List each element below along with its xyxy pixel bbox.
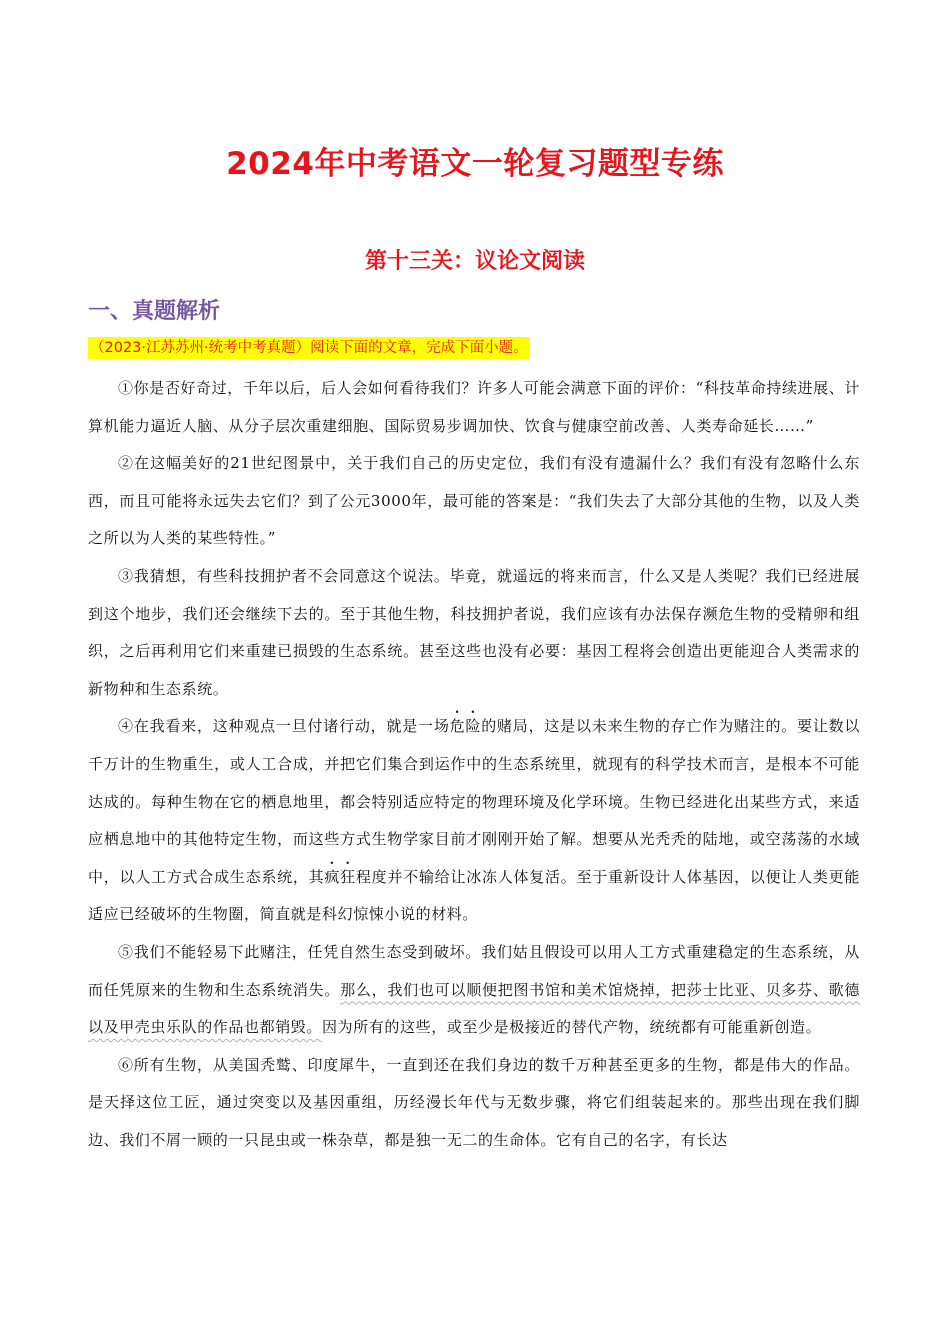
paragraph-5-part-b: 因为所有的这些，或至少是极接近的替代产物，统统都有可能重新创造。 xyxy=(322,1018,822,1037)
paragraph-5-part-a: ⑤我们不能轻易下此赌注，任凭自然生态受到破坏。我们姑且假设可以用人工方式重建稳定的生态系统，从而任凭原来的生物和生态系统消失。 xyxy=(88,942,860,999)
main-title: 2024年中考语文一轮复习题型专练 xyxy=(226,146,724,182)
source-line: （2023·江苏苏州·统考中考真题）阅读下面的文章，完成下面小题。 xyxy=(88,337,530,359)
article-body xyxy=(88,370,860,1159)
paragraph-4-part-a: ④在我看来，这种观点一旦付诸行动，就是一场 xyxy=(118,717,450,736)
paragraph-3: ③我猜想，有些科技拥护者不会同意这个说法。毕竟，就遥远的将来而言，什么又是人类呢？我们已经进展到这个地步，我们还会继续下去的。至于其他生物，科技拥护者说，我们应该有办法保存濒危生物的受精卵和组织，之后再利用它们来重建已损毁的生态系统。甚至这些也没有必要：基因工程将会创造出更能迎合人类需求的新物种和生态系统。 xyxy=(88,566,860,698)
paragraph-4-part-c: 程度并不输给让冰冻人体复活。至于重新设计人体基因，以便让人类更能适应已经破坏的生物圈，简直就是科幻惊悚小说的材料。 xyxy=(88,867,861,924)
sub-title: 第十三关：议论文阅读 xyxy=(364,249,585,274)
paragraph-4-part-b: 的赌局，这是以未来生物的存亡作为赌注的。要让数以千万计的生物重生，或人工合成，并把它们集合到运作中的生态系统里，就现有的科学技术而言，是根本不可能达成的。每种生物在它的栖息地里，都会特别适应特定的物理环境及化学环境。生物已经进化出某些方式，来适应栖息地中的其他特定生物，而这些方式生物学家目前才刚刚开始了解。想要从光秃秃的陆地，或空荡荡的水域中，以人工方式合成生态系统，其 xyxy=(88,717,861,886)
paragraph-2: ②在这幅美好的21世纪图景中，关于我们自己的历史定位，我们有没有遗漏什么？我们有没有忽略什么东西，而且可能将永远失去它们？到了公元3000年，最可能的答案是：“我们失去了大部分其他的生物，以及人类之所以为人类的某些特性。” xyxy=(88,454,860,548)
emphasized-word-danger: 危险 xyxy=(449,717,482,736)
wavy-underlined-sentence: 那么，我们也可以顺便把图书馆和美术馆烧掉，把莎士比亚、贝多芬、歌德以及甲壳虫乐队的作品也都销毁。 xyxy=(88,980,860,1037)
paragraph-6: ⑥所有生物，从美国秃鹫、印度犀牛，一直到还在我们身边的数千万种甚至更多的生物，都是伟大的作品。是天择这位工匠，通过突变以及基因重组，历经漫长年代与无数步骤，将它们组装起来的。那些出现在我们脚边、我们不屑一顾的一只昆虫或一株杂草，都是独一无二的生命体。它有自己的名字，有长达 xyxy=(88,1055,860,1149)
paragraph-5 xyxy=(88,934,860,1047)
emphasized-word-crazy: 疯狂 xyxy=(324,867,356,886)
section-heading: 一、真题解析 xyxy=(88,299,221,324)
paragraph-4 xyxy=(88,708,860,934)
paragraph-1: ①你是否好奇过，千年以后，后人会如何看待我们？许多人可能会满意下面的评价：“科技革命持续进展、计算机能力逼近人脑、从分子层次重建细胞、国际贸易步调加快、饮食与健康空前改善、人类寿命延长……” xyxy=(88,379,860,435)
